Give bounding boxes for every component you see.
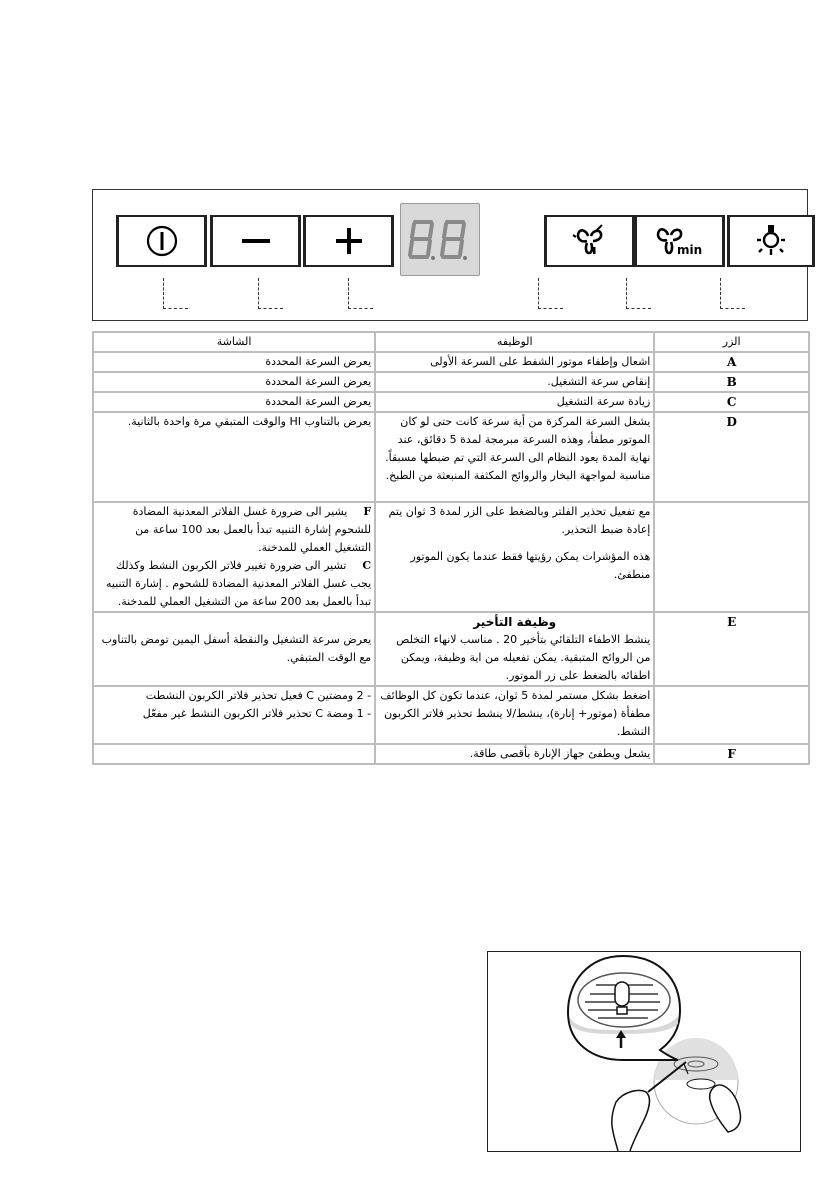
- function-table: [92, 331, 810, 765]
- display-item: [97, 557, 371, 611]
- row-function: [375, 502, 654, 612]
- key-e-timer: [634, 215, 725, 267]
- display-line: - 1 ومضة C تحذير فلاتر الكربون النشط غير مفعّل: [142, 707, 372, 720]
- leader-line-f: [720, 278, 745, 309]
- function-title: وظيفة التأخير: [473, 615, 557, 629]
- function-text: ينشط الاطفاء التلقائي بتأخير 20 . مناسب لانهاء التخلص من الروائح المتبقية. يمكن تفعيله من اية وظيفة، ويمكن اطفائه بالضغط على زر الموتور.: [396, 633, 651, 682]
- leader-line-a: [163, 278, 188, 309]
- function-paragraph: هذه المؤشرات يمكن رؤيتها فقط عندما يكون الموتور منطفئ.: [410, 550, 651, 581]
- row-key: D: [654, 412, 809, 502]
- fan-timer-icon: [654, 223, 706, 259]
- row-key: C: [654, 392, 809, 412]
- control-panel-diagram: [92, 189, 808, 321]
- row-function: يشغل السرعة المركزة من أية سرعة كانت حتى لو كان الموتور مطفأ، وهذه السرعة مبرمجة لمدة 5 دقائق، عند نهاية المدة يعود النظام الى السرعة التي تم ضبطها مسبقاً. مناسبة لمواجهة البخار والروائح المكثفة المنبعثة من الطبخ.: [375, 412, 654, 502]
- fan-boost-icon: [572, 223, 608, 259]
- table-header-row: [93, 332, 809, 352]
- indicator-text: تشير الى ضرورة تغيير فلاتر الكربون النشط وكذلك يجب غسل الفلاتر المعدنية المضادة للشحوم . إشارة التنبيه تبدأ بالعمل بعد 200 ساعة من التشغيل العملي للمدخنة.: [106, 559, 372, 608]
- leader-line-b: [258, 278, 283, 309]
- timer-min-label: min: [676, 243, 702, 257]
- leader-line-c: [348, 278, 373, 309]
- display-text: يعرض سرعة التشغيل والنقطة أسفل اليمين تومض بالتناوب مع الوقت المتبقي.: [101, 633, 372, 664]
- display-item: [97, 503, 371, 557]
- row-key: [654, 686, 809, 744]
- row-display: يعرض السرعة المحددة: [93, 392, 375, 412]
- row-function: زيادة سرعة التشغيل: [375, 392, 654, 412]
- key-b-minus: [210, 215, 301, 267]
- key-f-light: [727, 215, 815, 267]
- plus-icon: [332, 224, 366, 258]
- row-function: إنقاص سرعة التشغيل.: [375, 372, 654, 392]
- table-row: [93, 352, 809, 372]
- function-paragraph: مع تفعيل تحذير الفلتر وبالضغط على الزر لمدة 3 ثوان يتم إعادة ضبط التحذير.: [388, 505, 651, 536]
- key-d-boost: [544, 215, 635, 267]
- row-display: يعرض بالتناوب HI والوقت المتبقي مرة واحدة بالثانية.: [93, 412, 375, 502]
- row-key: F: [654, 744, 809, 764]
- row-display: يعرض السرعة المحددة: [93, 352, 375, 372]
- header-display: الشاشة: [93, 332, 375, 352]
- digit-display-icon: [405, 218, 475, 262]
- table-row: [93, 502, 809, 612]
- leader-line-e: [626, 278, 651, 309]
- row-display: [93, 686, 375, 744]
- table-row: [93, 612, 809, 686]
- table-row: [93, 686, 809, 744]
- display-line: - 2 ومضتين C فعيل تحذير فلاتر الكربون النشطت: [145, 689, 372, 702]
- leader-line-d: [538, 278, 563, 309]
- minus-icon: [239, 224, 273, 258]
- header-key: الزر: [654, 332, 809, 352]
- table-row: [93, 744, 809, 764]
- row-function: [375, 612, 654, 686]
- row-display: يعرض السرعة المحددة: [93, 372, 375, 392]
- lamp-illustration: [488, 952, 800, 1151]
- header-function: الوظيفه: [375, 332, 654, 352]
- key-a-power: [116, 215, 207, 267]
- indicator-text: يشير الى ضرورة غسل الفلاتر المعدنية المضادة للشحوم إشارة التنبيه تبدأ بالعمل بعد 100 ساعة من التشغيل العملي للمدخنة.: [132, 505, 372, 554]
- row-function: يشعل ويطفئ جهاز الإنارة بأقصى طاقة.: [375, 744, 654, 764]
- row-function: اضغط بشكل مستمر لمدة 5 ثوان، عندما تكون كل الوظائف مطفأة (موتور+ إنارة)، ينشط/لا ينشط تحذير فلاتر الكربون النشط.: [375, 686, 654, 744]
- row-display: [93, 502, 375, 612]
- indicator-letter: F: [363, 505, 372, 518]
- row-key: E: [654, 612, 809, 686]
- row-key: B: [654, 372, 809, 392]
- row-display: [93, 612, 375, 686]
- row-key: [654, 502, 809, 612]
- light-bulb-icon: [753, 223, 789, 259]
- row-key: A: [654, 352, 809, 372]
- row-display: [93, 744, 375, 764]
- table-row: [93, 412, 809, 502]
- seven-segment-display: [400, 203, 480, 276]
- power-icon: [145, 224, 179, 258]
- table-row: [93, 372, 809, 392]
- key-c-plus: [303, 215, 394, 267]
- row-function: اشعال وإطفاء موتور الشفط على السرعة الأولى: [375, 352, 654, 372]
- indicator-letter: C: [362, 559, 372, 572]
- lamp-replacement-figure: [487, 951, 801, 1152]
- table-row: [93, 392, 809, 412]
